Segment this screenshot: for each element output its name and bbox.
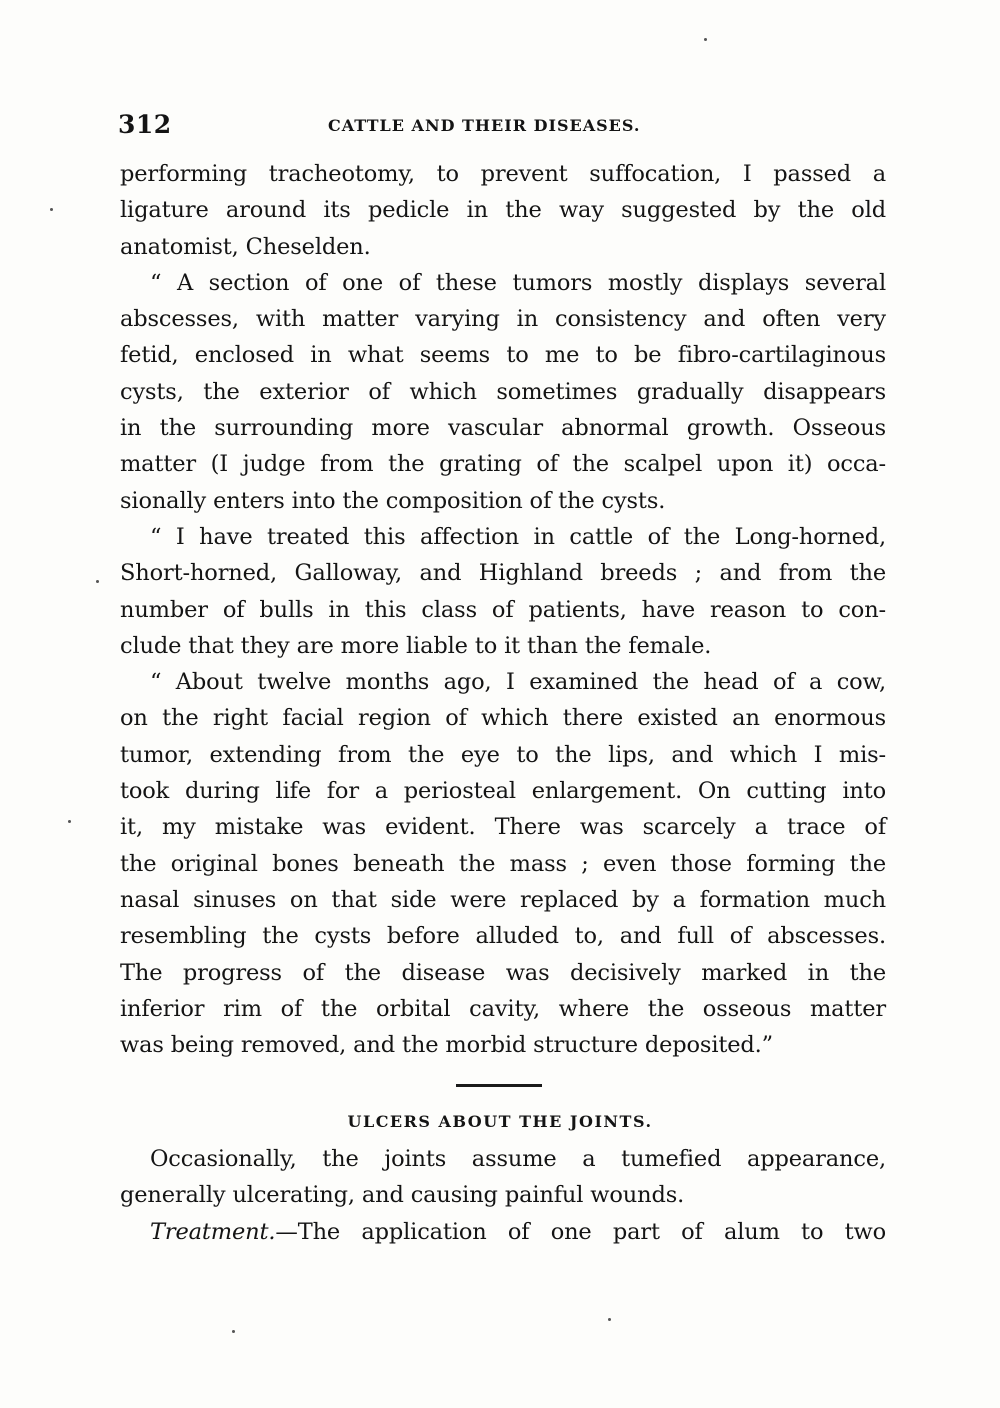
treatment-line bbox=[120, 1214, 886, 1250]
text-line: in the surrounding more vascular abnormal growth. Osseous bbox=[120, 415, 886, 442]
text-line: “ A section of one of these tumors mostly displays several bbox=[150, 269, 886, 296]
section-body bbox=[120, 1141, 886, 1250]
running-head: CATTLE AND THEIR DISEASES. bbox=[328, 116, 641, 135]
print-speck bbox=[608, 1318, 611, 1321]
print-speck bbox=[50, 208, 53, 211]
text-line: abscesses, with matter varying in consistency and often very bbox=[120, 306, 886, 333]
body-text bbox=[120, 156, 886, 1063]
text-line: nasal sinuses on that side were replaced by a formation much bbox=[120, 886, 886, 913]
text-line: was being removed, and the morbid structure deposited.” bbox=[120, 1032, 774, 1059]
section-heading: ULCERS ABOUT THE JOINTS. bbox=[347, 1112, 653, 1131]
print-speck bbox=[232, 1330, 235, 1333]
text-line: generally ulcerating, and causing painful wounds. bbox=[120, 1182, 685, 1209]
text-line: Short-horned, Galloway, and Highland breeds ; and from the bbox=[120, 560, 886, 587]
text-line: inferior rim of the orbital cavity, where the osseous matter bbox=[120, 995, 886, 1022]
text-line: number of bulls in this class of patients, have reason to con- bbox=[120, 596, 886, 623]
text-line: it, my mistake was evident. There was scarcely a trace of bbox=[120, 814, 886, 841]
print-speck bbox=[704, 38, 707, 41]
text-line: The progress of the disease was decisively marked in the bbox=[120, 959, 886, 986]
treatment-text: —The application of one part of alum to two bbox=[275, 1218, 886, 1245]
text-line: matter (I judge from the grating of the scalpel upon it) occa- bbox=[120, 451, 886, 478]
print-speck bbox=[96, 580, 99, 583]
text-line: the original bones beneath the mass ; even those forming the bbox=[120, 850, 886, 877]
text-line: tumor, extending from the eye to the lips, and which I mis- bbox=[120, 741, 886, 768]
text-line: on the right facial region of which there existed an enormous bbox=[120, 705, 886, 732]
page-number: 312 bbox=[118, 110, 172, 139]
text-line: resembling the cysts before alluded to, and full of abscesses. bbox=[120, 923, 886, 950]
text-line: took during life for a periosteal enlargement. On cutting into bbox=[120, 778, 886, 805]
treatment-label: Treatment. bbox=[150, 1218, 276, 1245]
text-line: ligature around its pedicle in the way suggested by the old bbox=[120, 197, 886, 224]
text-line: clude that they are more liable to it than the female. bbox=[120, 632, 712, 659]
section-divider bbox=[456, 1084, 542, 1087]
text-line: performing tracheotomy, to prevent suffocation, I passed a bbox=[120, 161, 886, 187]
print-speck bbox=[68, 820, 71, 823]
text-line: anatomist, Cheselden. bbox=[120, 233, 371, 260]
text-line: sionally enters into the composition of the cysts. bbox=[120, 487, 666, 514]
page-header bbox=[118, 110, 888, 142]
text-line: fetid, enclosed in what seems to me to be fibro-cartilaginous bbox=[120, 342, 886, 369]
text-line: Occasionally, the joints assume a tumefied appearance, bbox=[150, 1146, 886, 1172]
text-line: cysts, the exterior of which sometimes gradually disappears bbox=[120, 378, 886, 405]
text-line: “ About twelve months ago, I examined the head of a cow, bbox=[150, 669, 886, 696]
text-line: “ I have treated this affection in cattle of the Long-horned, bbox=[150, 523, 886, 550]
